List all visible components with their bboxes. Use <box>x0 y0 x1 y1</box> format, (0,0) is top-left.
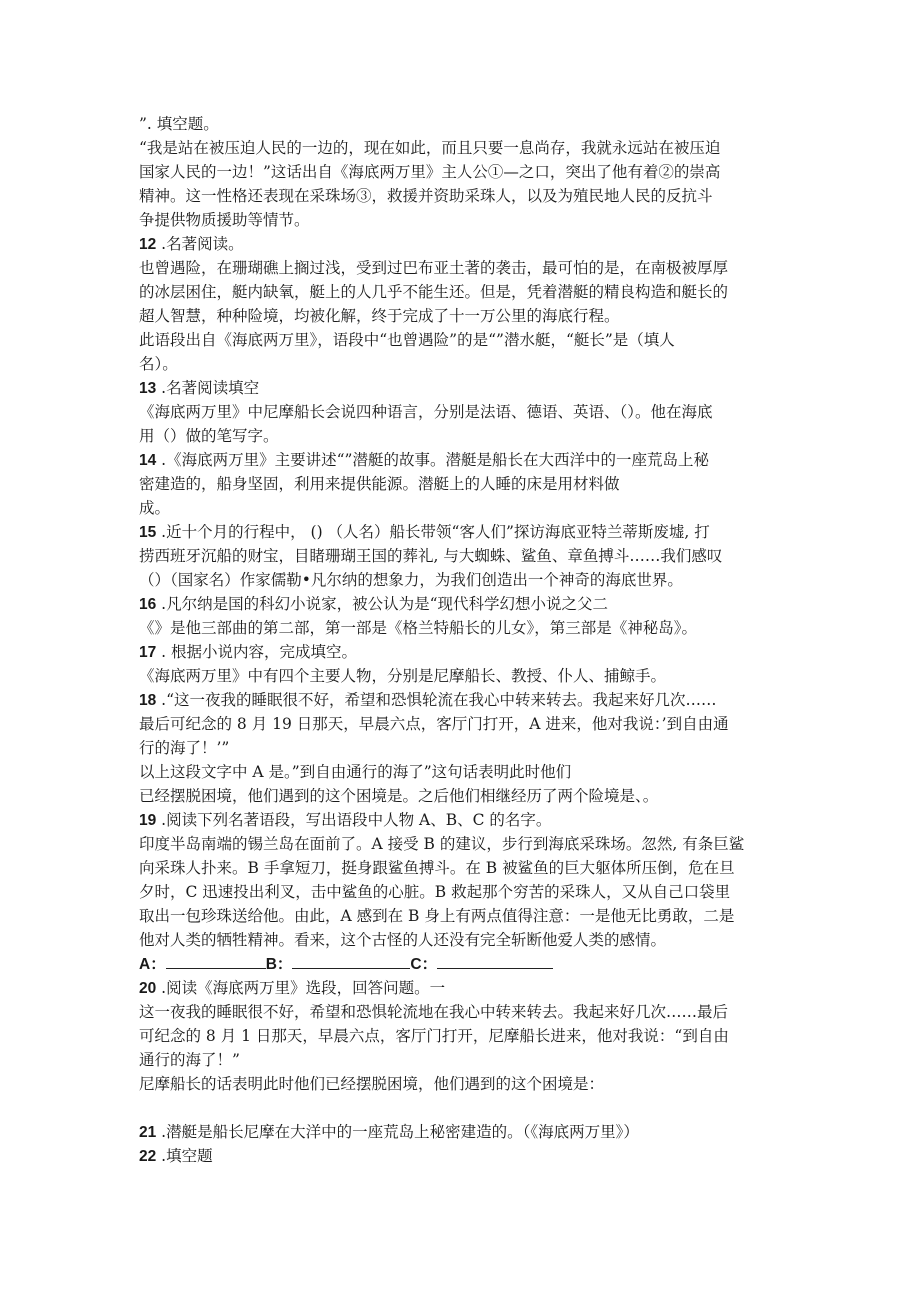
question-heading <box>139 688 789 712</box>
text-line: 取出一包珍珠送给他。由此，A 感到在 B 身上有两点值得注意：一是他无比勇敢，二是 <box>139 907 735 925</box>
question-heading <box>139 232 789 256</box>
text-line: 用（）做的笔写字。 <box>139 427 279 445</box>
text-line: 也曾遇险，在珊瑚礁上搁过浅，受到过巴布亚土著的袭击，最可怕的是，在南极被厚厚 <box>139 259 729 277</box>
answer-b-label: B： <box>265 956 293 973</box>
answer-a-label: A： <box>139 956 166 973</box>
question-heading <box>139 1144 789 1168</box>
question-number: 22 <box>139 1148 157 1165</box>
question-number: 19 <box>139 812 157 829</box>
question-number: 13 <box>139 380 157 397</box>
text-line: 国家人民的一边！”这话出自《海底两万里》主人公①—之口，突出了他有着②的崇高 <box>139 163 721 181</box>
question-number: 18 <box>139 692 157 709</box>
question-heading <box>139 376 789 400</box>
text-line: ”. 填空题。 <box>139 115 219 133</box>
question-text: .潜艇是船长尼摩在大洋中的一座荒岛上秘密建造的。（《海底两万里》） <box>156 1123 639 1141</box>
question-text: .“这一夜我的睡眠很不好，希望和恐惧轮流在我心中转来转去。我起来好几次…… <box>156 691 717 709</box>
text-line: 已经摆脱困境，他们遇到的这个困境是。之后他们相继经历了两个险境是、。 <box>139 787 659 805</box>
document-body <box>139 112 789 1168</box>
question-heading <box>139 592 789 616</box>
question-heading <box>139 1120 789 1144</box>
text-line: 《海底两万里》中有四个主要人物，分别是尼摩船长、教授、仆人、捕鲸手。 <box>139 667 667 685</box>
text-line: 此语段出自《海底两万里》，语段中“也曾遇险”的是“”潜水艇，“艇长”是（填人 <box>139 331 675 349</box>
question-number: 15 <box>139 524 157 541</box>
text-line: 向采珠人扑来。B 手拿短刀，挺身跟鲨鱼搏斗。在 B 被鲨鱼的巨大躯体所压倒，危在旦 <box>139 859 735 877</box>
question-text: .近十个月的行程中， () （人名）船长带领“客人们”探访海底亚特兰蒂斯废墟, 打 <box>156 523 710 541</box>
answer-b-blank[interactable] <box>292 952 410 969</box>
question-text: .《海底两万里》主要讲述“”潜艇的故事。潜艇是船长在大西洋中的一座荒岛上秘 <box>156 451 709 469</box>
question-text: .阅读《海底两万里》选段，回答问题。一 <box>156 979 446 997</box>
question-number: 12 <box>139 236 157 253</box>
question-text: .凡尔纳是国的科幻小说家，被公认为是“现代科学幻想小说之父二 <box>156 595 609 613</box>
question-text: . 根据小说内容，完成填空。 <box>156 643 358 661</box>
text-line: 这一夜我的睡眠很不好，希望和恐惧轮流地在我心中转来转去。我起来好几次……最后 <box>139 1003 729 1021</box>
text-line: 夕时，C 迅速投出利叉，击中鲨鱼的心脏。B 救起那个穷苦的采珠人，又从自己口袋里 <box>139 883 731 901</box>
question-number: 20 <box>139 980 157 997</box>
text-line: 捞西班牙沉船的财宝，目睹珊瑚王国的葬礼, 与大蜘蛛、鲨鱼、章鱼搏斗……我们感叹 <box>139 547 723 565</box>
question-number: 14 <box>139 452 157 469</box>
question-heading <box>139 448 789 472</box>
text-line: “我是站在被压迫人民的一边的，现在如此，而且只要一息尚存，我就永远站在被压迫 <box>139 139 721 157</box>
text-line: 行的海了！’” <box>139 739 230 757</box>
text-line: 他对人类的牺牲精神。看来，这个古怪的人还没有完全斩断他爱人类的感情。 <box>139 931 667 949</box>
question-text: .名著阅读。 <box>156 235 244 253</box>
text-line: 超人智慧，种种险境，均被化解，终于完成了十一万公里的海底行程。 <box>139 307 620 325</box>
question-heading <box>139 520 789 544</box>
text-line: 《海底两万里》中尼摩船长会说四种语言，分别是法语、德语、英语、（）。他在海底 <box>139 403 713 421</box>
text-line: 名）。 <box>139 355 178 373</box>
question-heading <box>139 808 789 832</box>
text-line: 的冰层困住，艇内缺氧，艇上的人几乎不能生还。但是，凭着潜艇的精良构造和艇长的 <box>139 283 729 301</box>
answer-a-blank[interactable] <box>166 952 266 969</box>
text-line: （）（国家名）作家儒勒•凡尔纳的想象力，为我们创造出一个神奇的海底世界。 <box>139 571 683 589</box>
answer-c-label: C： <box>410 956 438 973</box>
question-heading <box>139 976 789 1000</box>
text-line: 《》是他三部曲的第二部，第一部是《格兰特船长的儿女》，第三部是《神秘岛》。 <box>139 619 698 637</box>
answer-blanks-row <box>139 952 789 976</box>
question-number: 16 <box>139 596 157 613</box>
text-line: 精神。这一性格还表现在采珠场③，救援并资助采珠人，以及为殖民地人民的反抗斗 <box>139 187 713 205</box>
answer-c-blank[interactable] <box>437 952 553 969</box>
text-line: 印度半岛南端的锡兰岛在面前了。A 接受 B 的建议，步行到海底采珠场。忽然, 有条巨鲨 <box>139 835 745 853</box>
text-line: 可纪念的 8 月 1 日那天，早晨六点，客厅门打开，尼摩船长进来，他对我说：“到自由 <box>139 1027 729 1045</box>
text-line: 密建造的，船身坚固，利用来提供能源。潜艇上的人睡的床是用材料做 <box>139 475 620 493</box>
text-line: 成。 <box>139 499 171 517</box>
question-heading <box>139 640 789 664</box>
question-text: .填空题 <box>156 1147 213 1165</box>
text-line: 以上这段文字中 A 是。”到自由通行的海了”这句话表明此时他们 <box>139 763 572 781</box>
question-number: 21 <box>139 1124 157 1141</box>
text-line: 通行的海了！” <box>139 1051 240 1069</box>
question-text: .名著阅读填空 <box>156 379 260 397</box>
blank-line <box>139 1096 789 1120</box>
text-line: 尼摩船长的话表明此时他们已经摆脱困境，他们遇到的这个困境是： <box>139 1075 605 1093</box>
question-number: 17 <box>139 644 157 661</box>
question-text: .阅读下列名著语段，写出语段中人物 A、B、C 的名字。 <box>156 811 552 829</box>
text-line: 争提供物质援助等情节。 <box>139 211 310 229</box>
text-line: 最后可纪念的 8 月 19 日那天，早晨六点，客厅门打开，A 进来，他对我说：’到自由通 <box>139 715 729 733</box>
